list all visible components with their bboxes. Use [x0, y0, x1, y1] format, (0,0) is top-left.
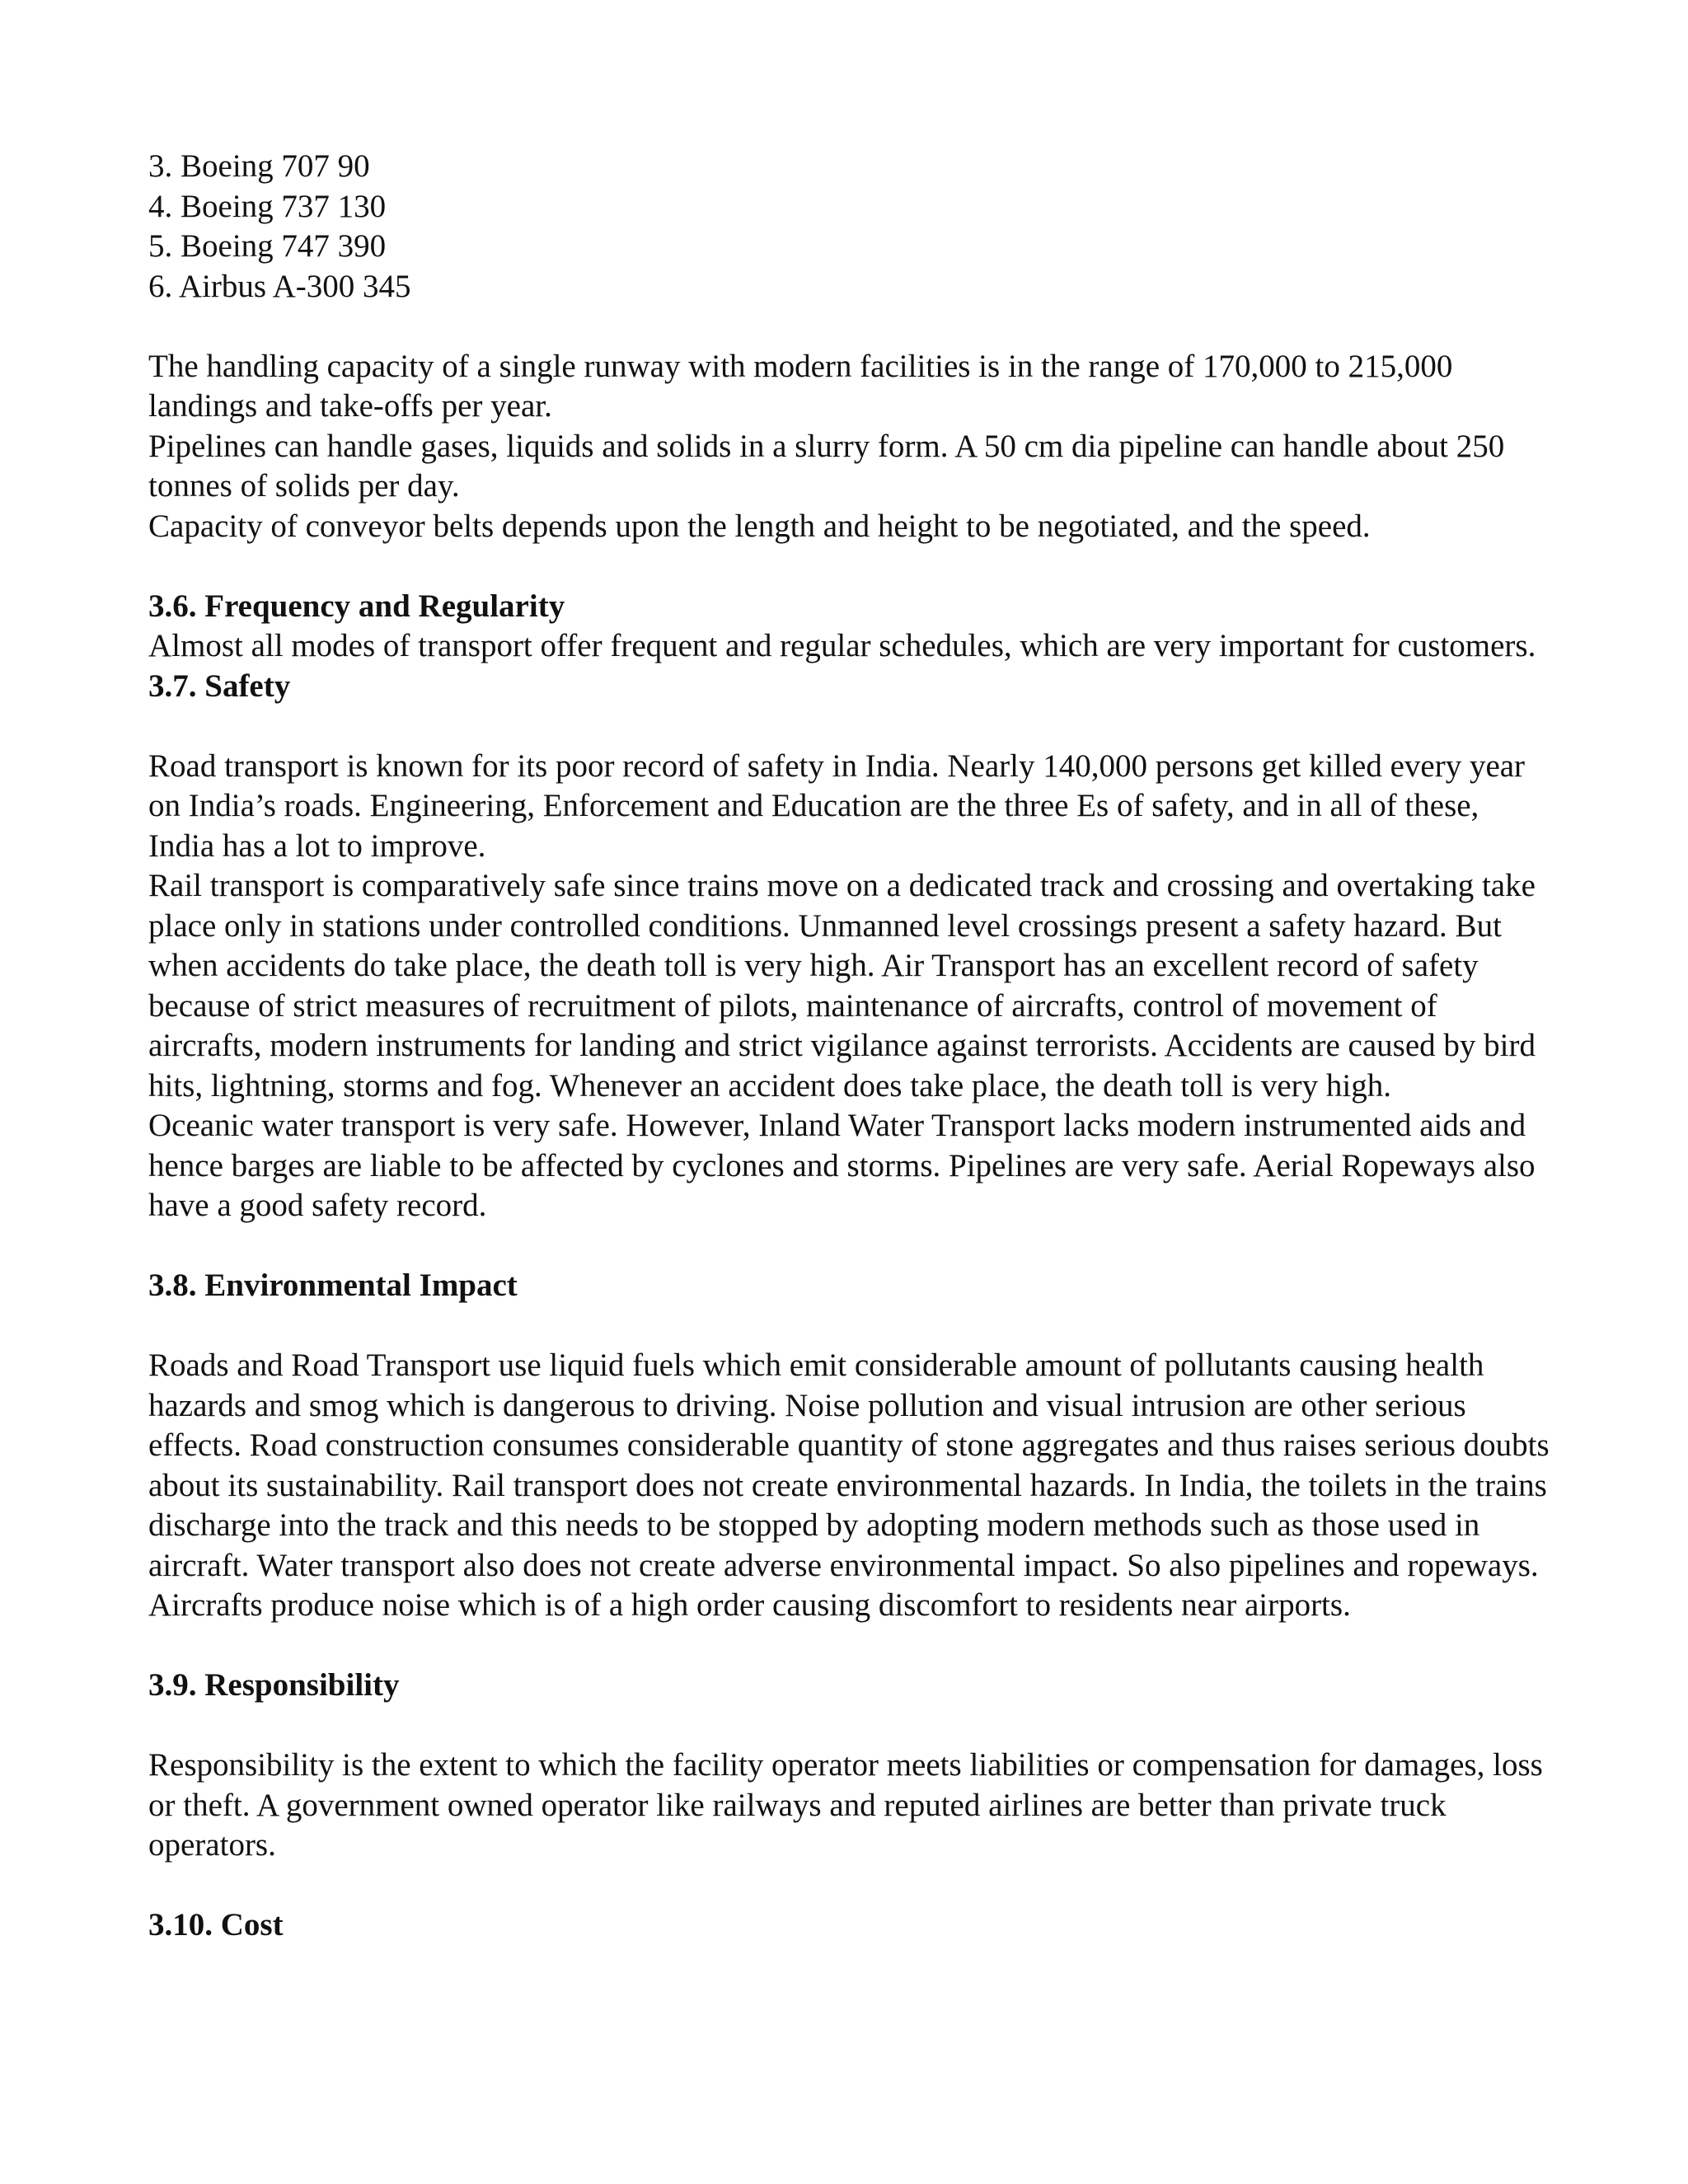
list-item: 4. Boeing 737 130 [148, 188, 387, 224]
spacer [148, 1706, 1550, 1746]
safety-paragraph-road: Road transport is known for its poor record of safety in India. Nearly 140,000 persons get killed every year on India’s roads. Engineering, Enforcement and Education are the three Es of safety, and in all of these, India has a lot to improve. [148, 748, 1526, 864]
environment-paragraph: Roads and Road Transport use liquid fuels which emit considerable amount of pollutants causing health hazards and smog which is dangerous to driving. Noise pollution and visual intrusion are other serious effects. Road construction consumes considerable quantity of stone aggregates and thus raises serious doubts about its sustainability. Rail transport does not create environmental hazards. In India, the toilets in the trains discharge into the track and this needs to be stopped by adopting modern methods such as those used in aircraft. Water transport also does not create adverse environmental impact. So also pipelines and ropeways. Aircrafts produce noise which is of a high order causing discomfort to residents near airports. [148, 1347, 1550, 1623]
spacer [148, 1866, 1550, 1906]
capacity-paragraph-pipelines: Pipelines can handle gases, liquids and solids in a slurry form. A 50 cm dia pipeline can handle about 250 tonnes of solids per day. [148, 428, 1505, 504]
safety-paragraph-water: Oceanic water transport is very safe. However, Inland Water Transport lacks modern instrumented aids and hence barges are liable to be affected by cyclones and storms. Pipelines are very safe. Aerial Ropeways also have a good safety record. [148, 1108, 1536, 1223]
spacer [148, 307, 1550, 347]
spacer [148, 1626, 1550, 1666]
section-heading-frequency: 3.6. Frequency and Regularity [148, 588, 565, 624]
section-heading-responsibility: 3.9. Responsibility [148, 1667, 400, 1703]
section-heading-environment: 3.8. Environmental Impact [148, 1268, 518, 1303]
list-item: 3. Boeing 707 90 [148, 148, 370, 184]
aircraft-list [148, 147, 1550, 307]
spacer [148, 546, 1550, 587]
responsibility-paragraph: Responsibility is the extent to which the facility operator meets liabilities or compensation for damages, loss or theft. A government owned operator like railways and reputed airlines are better than private truck operators. [148, 1747, 1543, 1863]
frequency-paragraph: Almost all modes of transport offer frequent and regular schedules, which are very important for customers. [148, 628, 1536, 663]
list-item: 6. Airbus A-300 345 [148, 268, 411, 304]
spacer [148, 706, 1550, 747]
spacer [148, 1226, 1550, 1267]
capacity-paragraph-runway: The handling capacity of a single runway with modern facilities is in the range of 170,000 to 215,000 landings and take-offs per year. [148, 348, 1453, 424]
section-heading-safety: 3.7. Safety [148, 668, 291, 704]
safety-paragraph-rail-air: Rail transport is comparatively safe since trains move on a dedicated track and crossing and overtaking take place only in stations under controlled conditions. Unmanned level crossings present a safety hazard. But when accidents do take place, the death toll is very high. Air Transport has an excellent record of safety because of strict measures of recruitment of pilots, maintenance of aircrafts, control of movement of aircrafts, modern instruments for landing and strict vigilance against terrorists. Accidents are caused by bird hits, lightning, storms and fog. Whenever an accident does take place, the death toll is very high. [148, 868, 1536, 1104]
list-item: 5. Boeing 747 390 [148, 228, 387, 264]
capacity-paragraph-conveyor: Capacity of conveyor belts depends upon the length and height to be negotiated, and the speed. [148, 508, 1371, 544]
document-page [148, 147, 1550, 1946]
spacer [148, 1306, 1550, 1347]
section-heading-cost: 3.10. Cost [148, 1907, 284, 1943]
